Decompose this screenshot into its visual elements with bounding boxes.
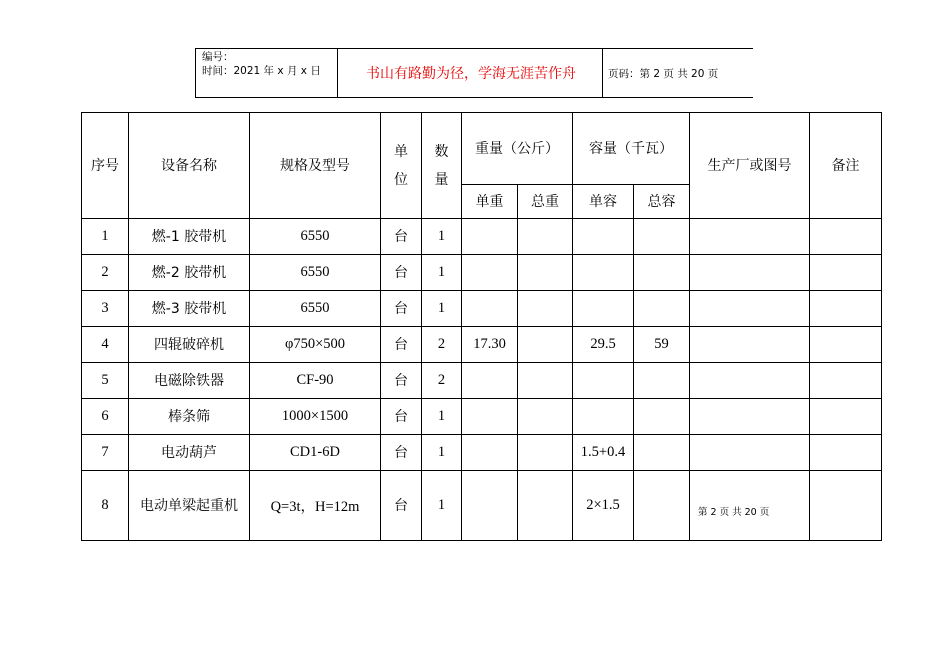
cell-spec: CF-90 (250, 363, 381, 399)
header-unit: 单位 (381, 113, 422, 219)
cell-manufacturer (690, 399, 810, 435)
cell-seq: 3 (82, 291, 129, 327)
cell-total-capacity (634, 363, 690, 399)
cell-total-weight (518, 327, 573, 363)
cell-remark (810, 255, 882, 291)
header-divider (602, 49, 603, 97)
cell-manufacturer (690, 219, 810, 255)
cell-unit: 台 (381, 363, 422, 399)
cell-unit: 台 (381, 471, 422, 541)
cell-manufacturer (690, 471, 810, 541)
cell-remark (810, 399, 882, 435)
cell-unit: 台 (381, 291, 422, 327)
cell-single-capacity (573, 219, 634, 255)
cell-single-weight: 17.30 (462, 327, 518, 363)
cell-qty: 1 (422, 471, 462, 541)
cell-seq: 4 (82, 327, 129, 363)
cell-remark (810, 435, 882, 471)
cell-manufacturer (690, 255, 810, 291)
cell-qty: 2 (422, 363, 462, 399)
cell-qty: 1 (422, 435, 462, 471)
header-left-border (195, 49, 196, 97)
page-number-note: 第 2 页 共 20 页 (698, 506, 770, 518)
table-row (82, 363, 882, 399)
page-header (195, 48, 753, 98)
cell-manufacturer (690, 291, 810, 327)
header-page-info: 页码：第 2 页 共 20 页 (608, 67, 719, 80)
header-total-weight: 总重 (518, 185, 573, 219)
header-total-capacity: 总容 (634, 185, 690, 219)
cell-qty: 1 (422, 219, 462, 255)
cell-single-weight (462, 219, 518, 255)
cell-unit: 台 (381, 327, 422, 363)
cell-qty: 1 (422, 255, 462, 291)
cell-single-weight (462, 291, 518, 327)
cell-unit: 台 (381, 435, 422, 471)
cell-remark (810, 327, 882, 363)
cell-qty: 2 (422, 327, 462, 363)
header-equipment-name: 设备名称 (129, 113, 250, 219)
cell-single-capacity (573, 291, 634, 327)
table-row (82, 291, 882, 327)
cell-total-weight (518, 435, 573, 471)
cell-qty: 1 (422, 399, 462, 435)
cell-single-capacity (573, 255, 634, 291)
table-header-row (82, 113, 882, 185)
cell-name: 电动葫芦 (129, 435, 250, 471)
cell-single-capacity (573, 363, 634, 399)
cell-remark (810, 291, 882, 327)
cell-spec: 6550 (250, 219, 381, 255)
cell-manufacturer (690, 435, 810, 471)
cell-total-weight (518, 219, 573, 255)
cell-total-capacity (634, 471, 690, 541)
cell-single-capacity: 1.5+0.4 (573, 435, 634, 471)
cell-single-weight (462, 435, 518, 471)
header-manufacturer: 生产厂或图号 (690, 113, 810, 219)
cell-single-capacity (573, 399, 634, 435)
header-slogan: 书山有路勤为径，学海无涯苦作舟 (366, 66, 576, 82)
cell-seq: 5 (82, 363, 129, 399)
header-single-weight: 单重 (462, 185, 518, 219)
cell-seq: 2 (82, 255, 129, 291)
cell-manufacturer (690, 327, 810, 363)
cell-seq: 1 (82, 219, 129, 255)
cell-total-weight (518, 291, 573, 327)
cell-single-weight (462, 471, 518, 541)
equipment-table (81, 112, 882, 541)
cell-unit: 台 (381, 255, 422, 291)
header-meta (202, 50, 321, 78)
cell-total-capacity: 59 (634, 327, 690, 363)
cell-total-capacity (634, 435, 690, 471)
cell-spec: 6550 (250, 255, 381, 291)
cell-unit: 台 (381, 399, 422, 435)
cell-name: 电磁除铁器 (129, 363, 250, 399)
cell-remark (810, 471, 882, 541)
header-single-capacity: 单容 (573, 185, 634, 219)
cell-single-capacity: 29.5 (573, 327, 634, 363)
cell-name: 燃-2 胶带机 (129, 255, 250, 291)
header-divider (337, 49, 338, 97)
cell-single-weight (462, 363, 518, 399)
table-row (82, 327, 882, 363)
cell-seq: 6 (82, 399, 129, 435)
cell-single-capacity: 2×1.5 (573, 471, 634, 541)
cell-total-weight (518, 255, 573, 291)
cell-manufacturer (690, 363, 810, 399)
cell-spec: 1000×1500 (250, 399, 381, 435)
cell-spec: CD1-6D (250, 435, 381, 471)
table-row (82, 255, 882, 291)
header-seq: 序号 (82, 113, 129, 219)
cell-remark (810, 363, 882, 399)
cell-total-weight (518, 363, 573, 399)
cell-single-weight (462, 399, 518, 435)
cell-total-weight (518, 399, 573, 435)
header-remark: 备注 (810, 113, 882, 219)
cell-remark (810, 219, 882, 255)
header-capacity: 容量（千瓦） (573, 113, 690, 185)
document-number-label: 编号： (202, 51, 234, 63)
table-row (82, 219, 882, 255)
cell-name: 燃-1 胶带机 (129, 219, 250, 255)
table-row (82, 399, 882, 435)
cell-seq: 7 (82, 435, 129, 471)
header-weight: 重量（公斤） (462, 113, 573, 185)
cell-total-weight (518, 471, 573, 541)
cell-total-capacity (634, 291, 690, 327)
cell-name: 四辊破碎机 (129, 327, 250, 363)
cell-unit: 台 (381, 219, 422, 255)
cell-total-capacity (634, 255, 690, 291)
cell-total-capacity (634, 219, 690, 255)
cell-name: 燃-3 胶带机 (129, 291, 250, 327)
document-date: 时间：2021 年 x 月 x 日 (202, 65, 321, 77)
cell-single-weight (462, 255, 518, 291)
cell-name: 棒条筛 (129, 399, 250, 435)
header-quantity: 数量 (422, 113, 462, 219)
cell-name: 电动单梁起重机 (129, 471, 250, 541)
table-row (82, 471, 882, 541)
cell-spec: Q=3t，H=12m (250, 471, 381, 541)
header-spec-model: 规格及型号 (250, 113, 381, 219)
table-row (82, 435, 882, 471)
cell-qty: 1 (422, 291, 462, 327)
cell-spec: 6550 (250, 291, 381, 327)
cell-spec: φ750×500 (250, 327, 381, 363)
cell-seq: 8 (82, 471, 129, 541)
cell-total-capacity (634, 399, 690, 435)
